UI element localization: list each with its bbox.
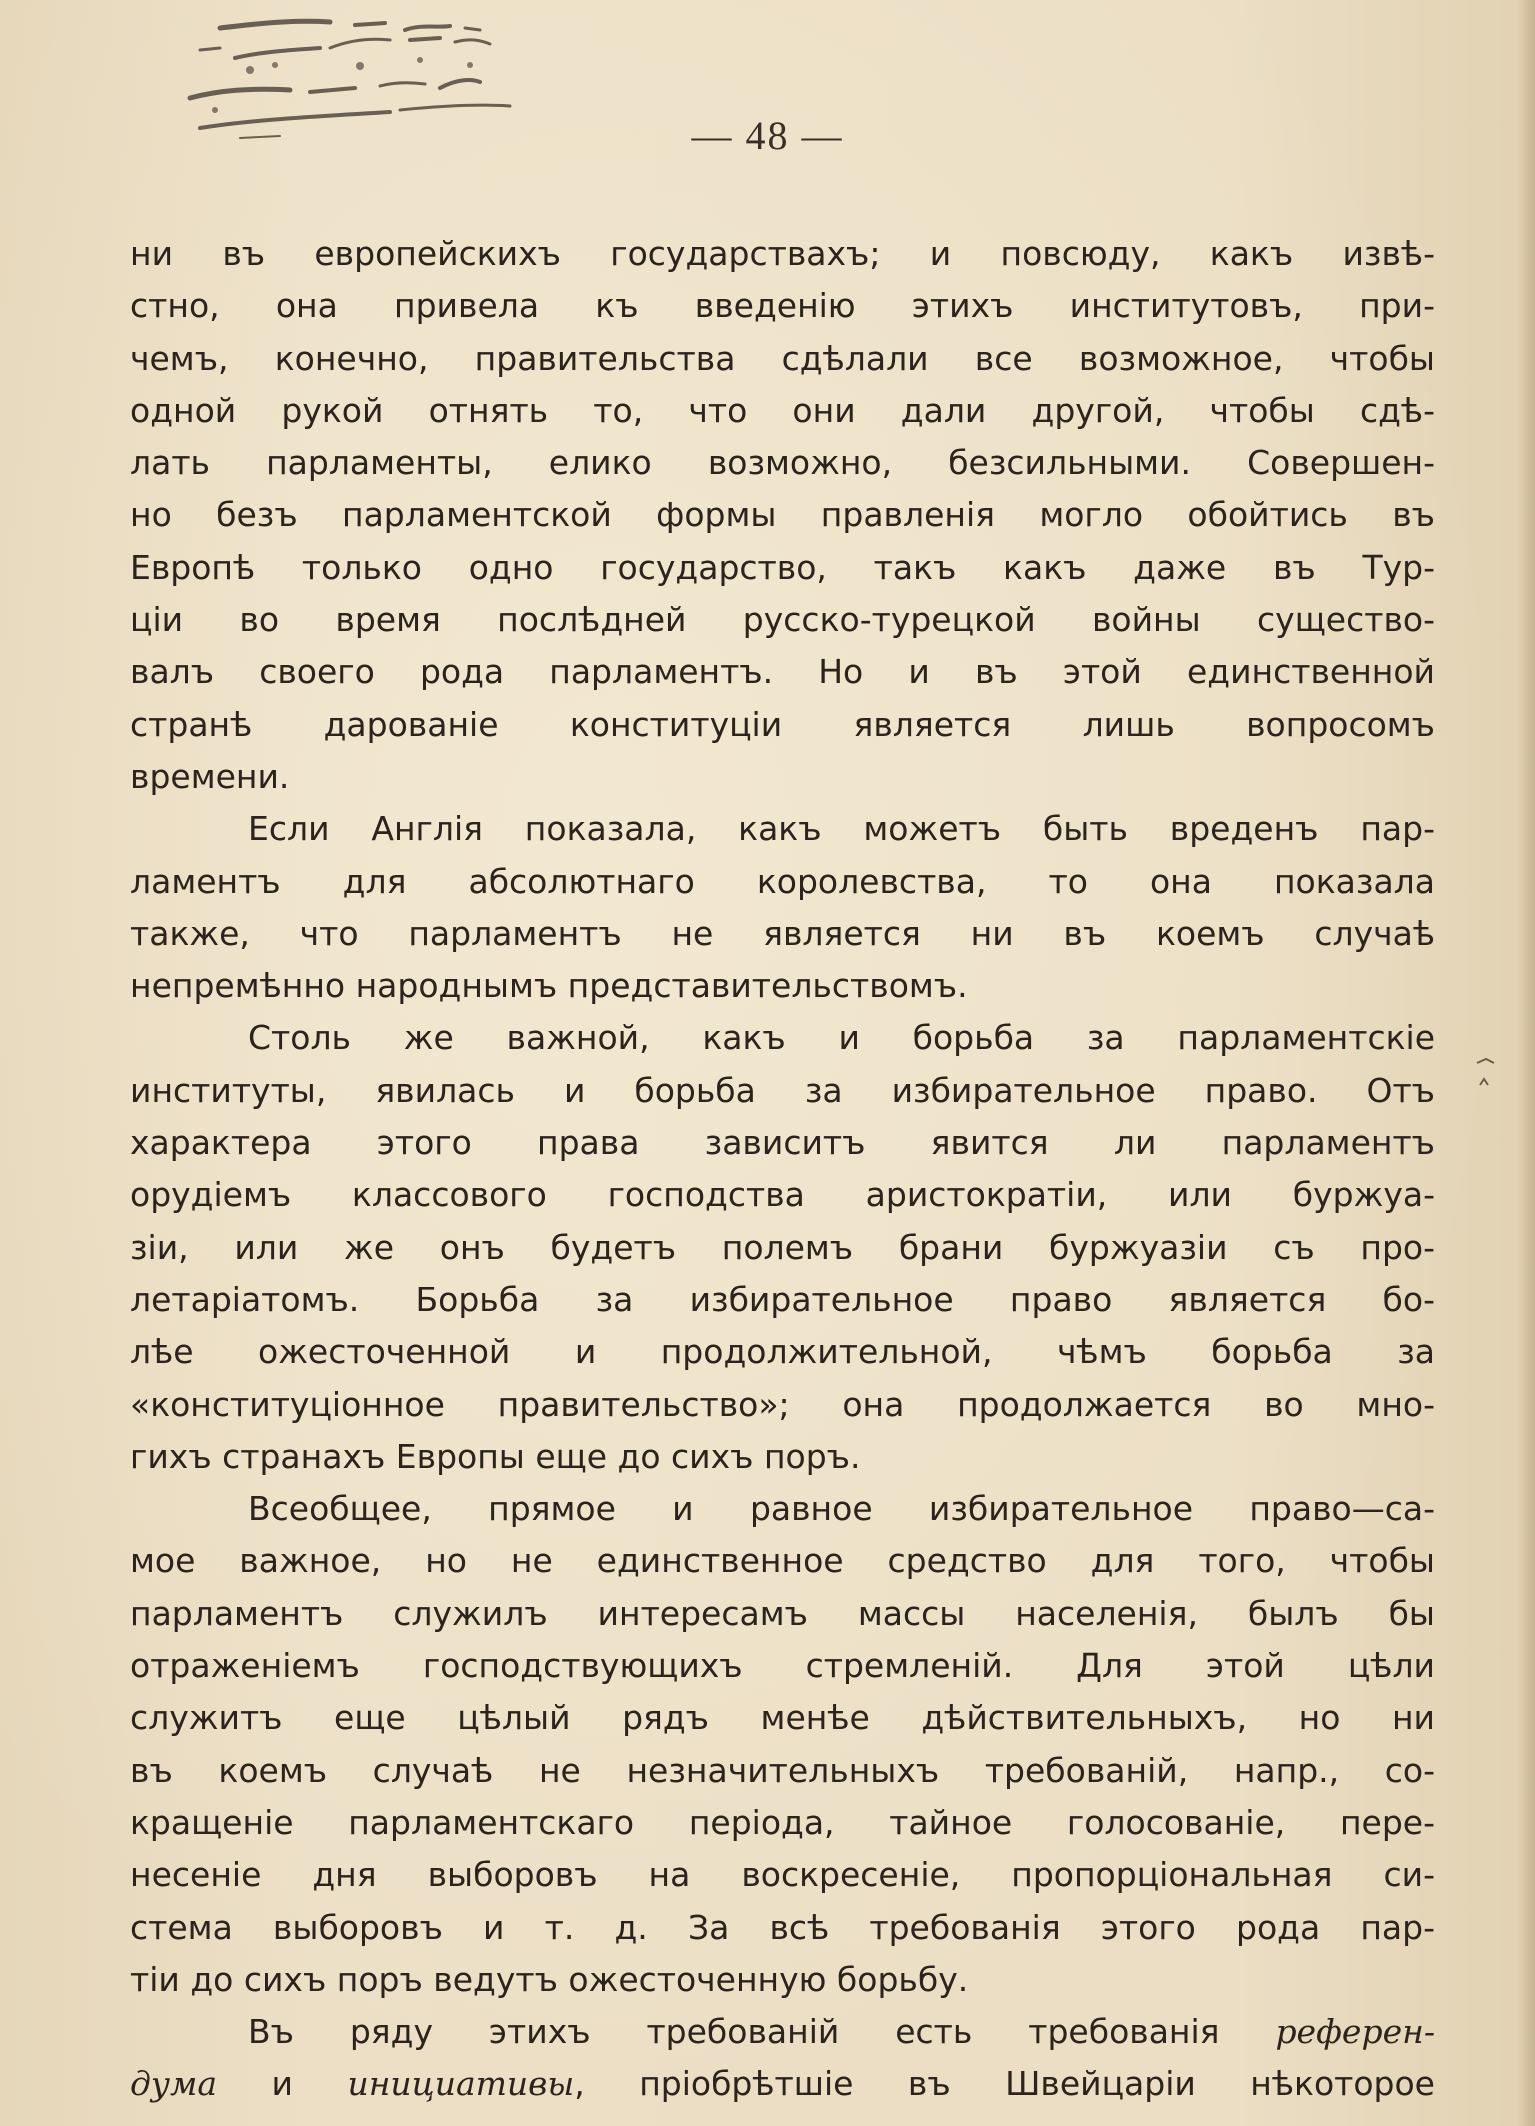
text-line: непремѣнно народнымъ представительствомъ. [130,966,968,1006]
text-segment: , пріобрѣтшіе въ Швейцаріи нѣкоторое [574,2064,1435,2104]
text-line: чемъ, конечно, правительства сдѣлали все возможное, чтобы [130,338,1435,378]
text-line: Европѣ только одно государство, такъ какъ даже въ Тур- [130,547,1435,587]
text-line: летаріатомъ. Борьба за избирательное право является бо- [130,1279,1435,1319]
text-line: орудіемъ классового господства аристократіи, или буржуа- [130,1175,1435,1215]
italic-term: инициативы [347,2064,575,2104]
text-line: но безъ парламентской формы правленія могло обойтись въ [130,495,1435,535]
text-line: лать парламенты, елико возможно, безсильными. Совершен- [130,443,1435,483]
text-line: лѣе ожесточенной и продолжительной, чѣмъ борьба за [130,1332,1435,1372]
text-line: гихъ странахъ Европы еще до сихъ поръ. [130,1436,861,1476]
text-line: кращеніе парламентскаго періода, тайное голосованіе, пере- [130,1802,1435,1842]
text-line: стема выборовъ и т. д. За всѣ требованія этого рода пар- [130,1907,1435,1947]
text-line: мое важное, но не единственное средство для того, чтобы [130,1541,1435,1581]
text-line: времени. [130,756,290,796]
text-segment: и [217,2064,348,2104]
text-line: парламентъ служилъ интересамъ массы населенія, былъ бы [130,1593,1435,1633]
text-line: характера этого права зависитъ явится ли парламентъ [130,1123,1435,1163]
italic-term: дума [130,2064,218,2104]
text-line: ламентъ для абсолютнаго королевства, то она показала [130,861,1435,901]
text-line: одной рукой отнять то, что они дали другой, чтобы сдѣ- [130,390,1435,430]
text-line: ни въ европейскихъ государствахъ; и повсюду, какъ извѣ- [130,234,1435,273]
text-line: стно, она привела къ введенію этихъ институтовъ, при- [130,286,1435,326]
text-line: отраженіемъ господствующихъ стремленій. Для этой цѣли [130,1646,1435,1686]
page-edge-shadow [1517,0,1535,2126]
text-line: Если Англія показала, какъ можетъ быть вреденъ пар- [248,809,1435,849]
text-line: институты, явилась и борьба за избирательное право. Отъ [130,1070,1435,1110]
text-line: ціи во время послѣдней русско-турецкой войны существо- [130,600,1435,640]
text-line [130,2006,1435,2058]
text-line: «конституціонное правительство»; она продолжается во мно- [130,1384,1435,1424]
text-line: несеніе дня выборовъ на воскресеніе, пропорціональная си- [130,1855,1435,1895]
italic-term: референ- [1275,2012,1435,2052]
text-segment: Въ ряду этихъ требованій есть требованія [248,2012,1276,2052]
text-line: странѣ дарованіе конституціи является лишь вопросомъ [130,704,1435,744]
text-line: въ коемъ случаѣ не незначительныхъ требованій, напр., со- [130,1750,1435,1790]
text-line: служитъ еще цѣлый рядъ менѣе дѣйствительныхъ, но ни [130,1698,1435,1738]
text-line: зіи, или же онъ будетъ полемъ брани буржуазіи съ про- [130,1227,1435,1267]
margin-mark [1472,1055,1502,1095]
text-line [130,2058,1435,2110]
text-line: также, что парламентъ не является ни въ коемъ случаѣ [130,913,1435,953]
body-text [130,228,1435,2111]
text-line: валъ своего рода парламентъ. Но и въ этой единственной [130,652,1435,692]
text-line: Всеобщее, прямое и равное избирательное право—са- [248,1489,1435,1529]
text-line: тіи до сихъ поръ ведутъ ожесточенную борьбу. [130,1959,969,1999]
page-number: — 48 — [691,113,844,158]
text-line: Столь же важной, какъ и борьба за парламентскіе [248,1018,1435,1058]
